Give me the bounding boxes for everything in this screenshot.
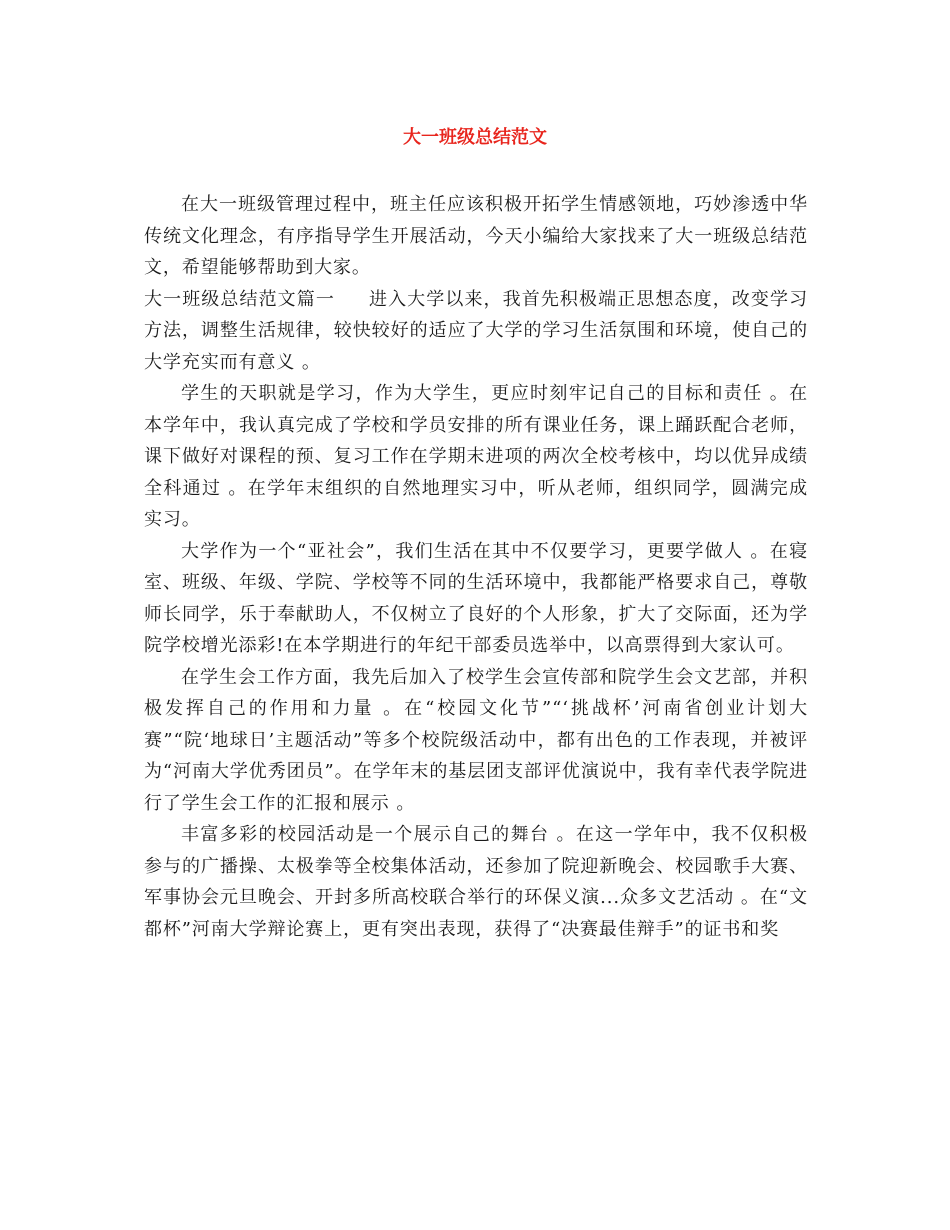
document-body (144, 189, 808, 945)
section-paragraph (144, 284, 808, 379)
body-paragraph-student-union: 在学生会工作方面，我先后加入了校学生会宣传部和院学生会文艺部，并积极发挥自己的作用和力量 。在“校园文化节”“‘挑战杯’河南省创业计划大赛”“院‘地球日’主题活动”等多个校院级活动中，都有出色的工作表现，并被评为“河南大学优秀团员”。在学年末的基层团支部评优演说中，我有幸代表学院进行了学生会工作的汇报和展示 。 (144, 666, 808, 814)
document-title: 大一班级总结范文 (403, 127, 547, 148)
section-heading: 大一班级总结范文篇一 (144, 288, 335, 310)
section-first-text: 进入大学以来，我首先积极端正思想态度，改变学习方法，调整生活规律，较快较好的适应了大学的学习生活氛围和环境，使自己的大学充实而有意义 。 (144, 288, 808, 373)
body-paragraph-study: 学生的天职就是学习，作为大学生，更应时刻牢记自己的目标和责任 。在本学年中，我认真完成了学校和学员安排的所有课业任务，课上踊跃配合老师，课下做好对课程的预、复习工作在学期末进项的两次全校考核中，均以优异成绩全科通过 。在学年末组织的自然地理实习中，听从老师，组织同学，圆满完成实习。 (144, 383, 808, 530)
body-paragraph-activities: 丰富多彩的校园活动是一个展示自己的舞台 。在这一学年中，我不仅积极参与的广播操、太极拳等全校集体活动，还参加了院迎新晚会、校园歌手大赛、军事协会元旦晚会、开封多所高校联合举行的环保义演...众多文艺活动 。在“文都杯”河南大学辩论赛上，更有突出表现，获得了“决赛最佳辩手”的证书和奖 (144, 824, 808, 940)
intro-paragraph: 在大一班级管理过程中，班主任应该积极开拓学生情感领地，巧妙渗透中华传统文化理念，有序指导学生开展活动，今天小编给大家找来了大一班级总结范文，希望能够帮助到大家。 (144, 194, 808, 278)
body-paragraph-society: 大学作为一个“亚社会”，我们生活在其中不仅要学习，更要学做人 。在寝室、班级、年级、学院、学校等不同的生活环境中，我都能严格要求自己，尊敬师长同学，乐于奉献助人，不仅树立了良好的个人形象，扩大了交际面，还为学院学校增光添彩!在本学期进行的年纪干部委员选举中，以高票得到大家认可。 (144, 540, 808, 656)
